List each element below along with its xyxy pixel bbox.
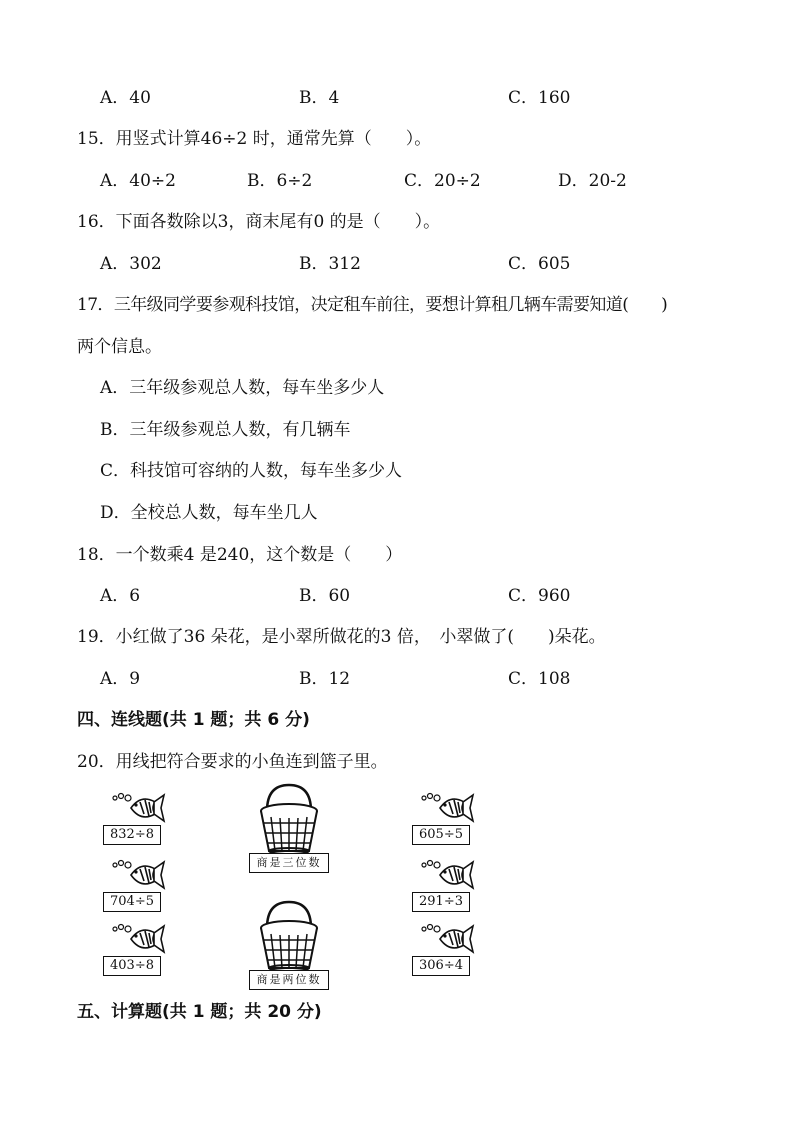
fish-expression-label: 605÷5 bbox=[412, 825, 470, 845]
fish-icon bbox=[111, 857, 167, 893]
fish-expression-label: 291÷3 bbox=[412, 892, 470, 912]
fish-expression-label: 306÷4 bbox=[412, 956, 470, 976]
q15-option-c: C．20÷2 bbox=[404, 171, 481, 191]
fish-expression-label: 832÷8 bbox=[103, 825, 161, 845]
basket-three-digit[interactable] bbox=[249, 783, 329, 878]
q19-option-c: C．108 bbox=[508, 669, 571, 689]
q17-option-c: C．科技馆可容纳的人数，每车坐多少人 bbox=[100, 461, 403, 481]
q18-option-a: A．6 bbox=[100, 586, 141, 606]
q16-stem: 16．下面各数除以3，商末尾有0 的是（ ）。 bbox=[77, 212, 441, 232]
basket-label: 商是三位数 bbox=[249, 853, 329, 873]
q19-stem: 19．小红做了36 朵花，是小翠所做花的3 倍， 小翠做了( )朵花。 bbox=[77, 627, 606, 647]
basket-icon bbox=[249, 900, 329, 972]
fish-icon bbox=[420, 921, 476, 957]
fish-expression-label: 403÷8 bbox=[103, 956, 161, 976]
q14-option-a: A．40 bbox=[100, 88, 151, 108]
q14-option-c: C．160 bbox=[508, 88, 571, 108]
fish-card[interactable] bbox=[412, 857, 472, 917]
q20-stem: 20．用线把符合要求的小鱼连到篮子里。 bbox=[77, 752, 388, 772]
q18-option-c: C．960 bbox=[508, 586, 571, 606]
basket-label: 商是两位数 bbox=[249, 970, 329, 990]
section-5-title: 五、计算题(共 1 题；共 20 分) bbox=[77, 1002, 322, 1022]
q15-stem: 15．用竖式计算46÷2 时，通常先算（ ）。 bbox=[77, 129, 432, 149]
q15-option-a: A．40÷2 bbox=[100, 171, 176, 191]
fish-icon bbox=[420, 790, 476, 826]
q16-option-b: B．312 bbox=[299, 254, 361, 274]
q16-option-a: A．302 bbox=[100, 254, 162, 274]
basket-two-digit[interactable] bbox=[249, 900, 329, 995]
q15-option-b: B．6÷2 bbox=[247, 171, 313, 191]
fish-icon bbox=[111, 790, 167, 826]
q15-option-d: D．20-2 bbox=[558, 171, 627, 191]
fish-card[interactable] bbox=[103, 790, 163, 850]
q17-stem-line1: 17．三年级同学要参观科技馆，决定租车前往，要想计算租几辆车需要知道( ) bbox=[77, 295, 668, 315]
q17-option-d: D．全校总人数，每车坐几人 bbox=[100, 503, 318, 523]
fish-card[interactable] bbox=[412, 790, 472, 850]
fish-expression-label: 704÷5 bbox=[103, 892, 161, 912]
fish-card[interactable] bbox=[412, 921, 472, 981]
fish-icon bbox=[111, 921, 167, 957]
fish-card[interactable] bbox=[103, 857, 163, 917]
q16-option-c: C．605 bbox=[508, 254, 571, 274]
q18-stem: 18．一个数乘4 是240，这个数是（ ） bbox=[77, 545, 403, 565]
q14-option-b: B．4 bbox=[299, 88, 340, 108]
q18-option-b: B．60 bbox=[299, 586, 351, 606]
basket-icon bbox=[249, 783, 329, 855]
q17-option-a: A．三年级参观总人数，每车坐多少人 bbox=[100, 378, 385, 398]
section-4-title: 四、连线题(共 1 题；共 6 分) bbox=[77, 710, 310, 730]
q17-option-b: B．三年级参观总人数，有几辆车 bbox=[100, 420, 351, 440]
q17-stem-line2: 两个信息。 bbox=[77, 337, 162, 357]
fish-card[interactable] bbox=[103, 921, 163, 981]
fish-icon bbox=[420, 857, 476, 893]
q19-option-b: B．12 bbox=[299, 669, 351, 689]
q19-option-a: A．9 bbox=[100, 669, 141, 689]
